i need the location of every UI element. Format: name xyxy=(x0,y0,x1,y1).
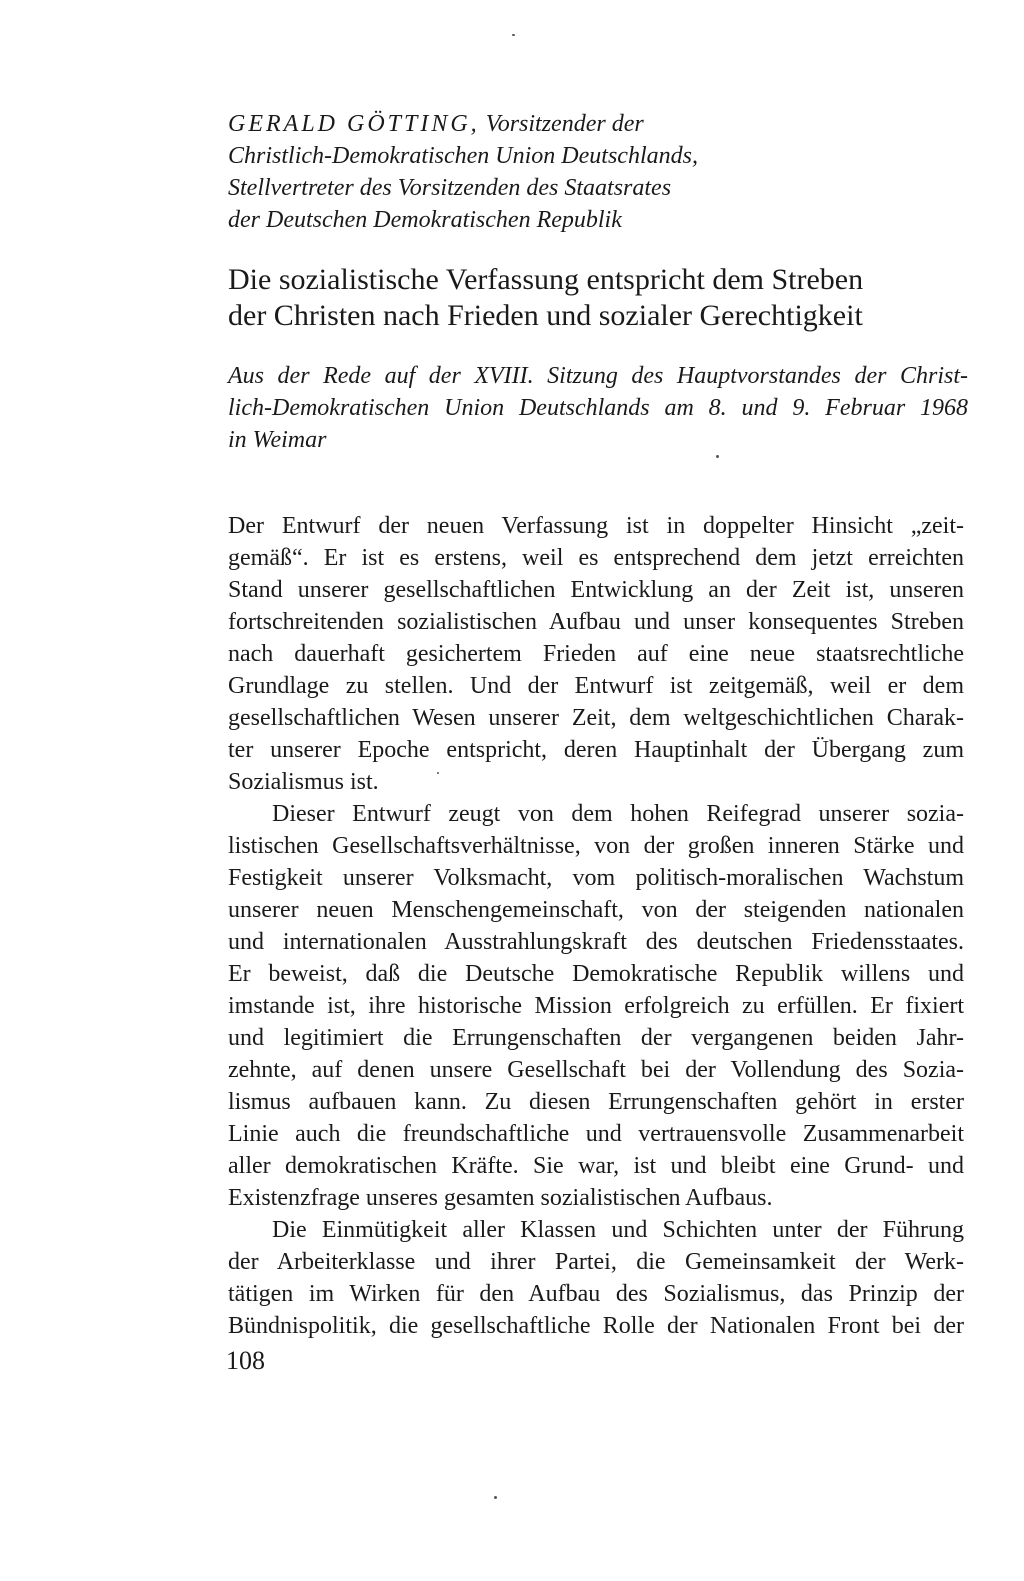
body-line: gesellschaftlichen Wesen unserer Zeit, dem weltgeschichtlichen Charak- xyxy=(228,705,964,731)
article-title xyxy=(228,262,968,334)
scan-speck xyxy=(512,34,515,36)
body-line: gemäß“. Er ist es erstens, weil es entsprechend dem jetzt erreichten xyxy=(228,545,964,571)
body-line: der Arbeiterklasse und ihrer Partei, die Gemeinsamkeit der Werk- xyxy=(228,1249,964,1275)
body-line: Bündnispolitik, die gesellschaftliche Rolle der Nationalen Front bei der xyxy=(228,1313,964,1339)
body-line: Existenzfrage unseres gesamten sozialistischen Aufbaus. xyxy=(228,1185,773,1211)
body-line: fortschreitenden sozialistischen Aufbau und unser konsequentes Streben xyxy=(228,609,964,635)
body-line: Sozialismus ist. xyxy=(228,769,379,795)
source-line-3: in Weimar xyxy=(228,427,327,453)
body-line: Grundlage zu stellen. Und der Entwurf ist zeitgemäß, weil er dem xyxy=(228,673,964,699)
source-line-1: Aus der Rede auf der XVIII. Sitzung des Hauptvorstandes der Christ- xyxy=(228,363,968,389)
body-line: ter unserer Epoche entspricht, deren Hauptinhalt der Übergang zum xyxy=(228,737,964,763)
author-line-1 xyxy=(228,108,968,140)
body-line: imstande ist, ihre historische Mission erfolgreich zu erfüllen. Er fixiert xyxy=(228,993,964,1019)
body-line: aller demokratischen Kräfte. Sie war, ist und bleibt eine Grund- und xyxy=(228,1153,964,1179)
body-line: Festigkeit unserer Volksmacht, vom politisch-moralischen Wachstum xyxy=(228,865,964,891)
body-line: lismus aufbauen kann. Zu diesen Errungenschaften gehört in erster xyxy=(228,1089,964,1115)
author-role-line-3: Stellvertreter des Vorsitzenden des Staatsrates xyxy=(228,175,672,201)
title-line-2: der Christen nach Frieden und sozialer Gerechtigkeit xyxy=(228,299,863,332)
scan-speck xyxy=(494,1496,497,1499)
author-role-part-1: Vorsitzender der xyxy=(485,111,644,137)
scan-speck xyxy=(716,455,719,458)
body-text xyxy=(228,510,964,1342)
body-line: Dieser Entwurf zeugt von dem hohen Reifegrad unserer sozia- xyxy=(272,801,964,827)
author-block xyxy=(228,108,968,236)
body-line: Die Einmütigkeit aller Klassen und Schichten unter der Führung xyxy=(272,1217,964,1243)
body-line: Linie auch die freundschaftliche und vertrauensvolle Zusammenarbeit xyxy=(228,1121,964,1147)
body-line: Stand unserer gesellschaftlichen Entwicklung an der Zeit ist, unseren xyxy=(228,577,964,603)
body-line: zehnte, auf denen unsere Gesellschaft bei der Vollendung des Sozia- xyxy=(228,1057,964,1083)
body-line: Der Entwurf der neuen Verfassung ist in doppelter Hinsicht „zeit- xyxy=(228,513,964,539)
author-name: GERALD GÖTTING, xyxy=(228,111,480,137)
body-line: nach dauerhaft gesichertem Frieden auf eine neue staatsrechtliche xyxy=(228,641,964,667)
author-role-line-2: Christlich-Demokratischen Union Deutschlands, xyxy=(228,143,698,169)
source-note xyxy=(228,360,968,456)
body-line: Er beweist, daß die Deutsche Demokratische Republik willens und xyxy=(228,961,964,987)
title-line-1: Die sozialistische Verfassung entspricht dem Streben xyxy=(228,263,864,296)
page-number: 108 xyxy=(226,1346,265,1375)
author-role-line-4: der Deutschen Demokratischen Republik xyxy=(228,207,622,233)
source-line-2: lich-Demokratischen Union Deutschlands am 8. und 9. Februar 1968 xyxy=(228,395,968,421)
body-line: tätigen im Wirken für den Aufbau des Sozialismus, das Prinzip der xyxy=(228,1281,964,1307)
body-line: unserer neuen Menschengemeinschaft, von der steigenden nationalen xyxy=(228,897,964,923)
body-line: und legitimiert die Errungenschaften der vergangenen beiden Jahr- xyxy=(228,1025,964,1051)
body-line: und internationalen Ausstrahlungskraft des deutschen Friedensstaates. xyxy=(228,929,964,955)
scan-speck xyxy=(437,772,439,774)
body-line: listischen Gesellschaftsverhältnisse, von der großen inneren Stärke und xyxy=(228,833,964,859)
